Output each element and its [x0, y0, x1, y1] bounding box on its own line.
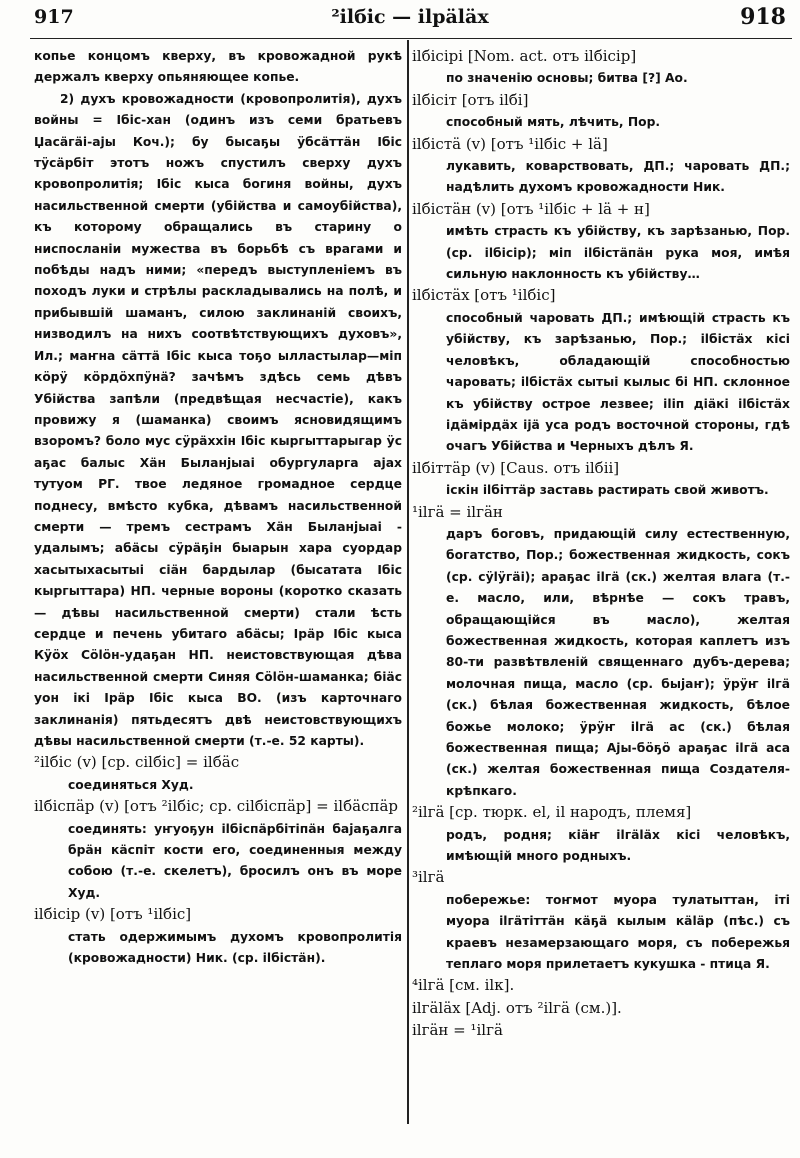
headword-ilga-2: ²ilгä [ср. тюрк. el, il народъ, племя] — [412, 803, 692, 822]
entry-headword — [412, 458, 790, 480]
headword-ilga-1: ¹ilгä = ilгäн — [412, 502, 503, 521]
page-number-left: 917 — [34, 6, 74, 28]
entry-headword — [412, 867, 790, 889]
entry-definition: побережье: тоҥмот муора тулатыттан, ітi муора ilгäтіттäн кäҕä кылым кäläр (пѣс.) съ краевъ незамерзающаго моря, съ побережья теплаго моря прилетаетъ кукушка - птица Я. — [446, 892, 790, 972]
headword-ilgan: ilгäн = ¹ilгä — [412, 1021, 503, 1040]
entry-headword — [412, 46, 790, 68]
header-rule — [30, 38, 792, 39]
entry-headword — [412, 998, 790, 1020]
headword-ilga-3: ³ilгä — [412, 868, 445, 887]
entry-headword — [412, 134, 790, 156]
entry-headword — [412, 285, 790, 307]
entry-definition: способный чаровать ДП.; имѣющій страсть къ убійству, къ зарѣзанью, Пор.; ilбістäх кісі человѣкъ, обладающій способностью чаровать; ilбістäх сытыі кылыс бі НП. склонное къ убійству острое лезвее; ilіп діäкі ilбістäх ідäмірдäх іjä уса родъ восточной стороны, гдѣ очагъ Убійства и Черныхъ дѣлъ Я. — [446, 310, 790, 454]
entry-headword — [412, 802, 790, 824]
entry-headword — [412, 199, 790, 221]
page-header — [34, 4, 786, 34]
entry-headword — [34, 796, 402, 818]
headword-ilga-4: ⁴ilгä [см. ilк]. — [412, 976, 515, 995]
entry-headword — [34, 752, 402, 774]
entry-headword — [412, 502, 790, 524]
headword-ilbisit: ilбісіт [отъ ilбі] — [412, 90, 529, 109]
headword-ilbittar: ilбіттäр (v) [Caus. отъ ilбіі] — [412, 458, 620, 477]
headword-ilgalax: ilгäläх [Adj. отъ ²ilгä (см.)]. — [412, 998, 622, 1017]
entry-headword — [412, 90, 790, 112]
entry-definition: имѣть страсть къ убійству, къ зарѣзанью, Пор. (ср. ilбісір); міп ilбістäпäн рука моя, имѣя сильную наклонность къ убійству… — [446, 224, 790, 282]
entry-definition: стать одержимымъ духомъ кровопролитія (кровожадности) Ник. (ср. ilбістäн). — [68, 929, 402, 966]
entry-headword — [412, 975, 790, 997]
sense-2-text: 2) духъ кровожадности (кровопролитія), духъ войны = Ібіс-хан (одинъ изъ семи братьевъ Џасäгäі-аjы Коч.); бу бысаҕы ӱбсäттäн Ібіс тӱсäрбіт этотъ ножъ спустилъ сверху духъ кровопролитія; Ібіс кыса богиня войны, духъ насильственной смерти (убійства и самоубійства), къ которому обращались въ старину о ниспосланіи мужества въ борьбѣ съ врагами и побѣды надъ ними; «передъ выступленіемъ въ походъ луки и стрѣлы раскладывались на полѣ, и прибывшій шаманъ, силою заклинаній своихъ, низводилъ на нихъ соотвѣтствующихъ духовъ», Ил.; маҥна сäттä Ібіс кыса тоҕо ылластылар—міп кӧрӱ кӧрдӧхпӱнä? зачѣмъ здѣсь семь дѣвъ Убійства запѣли (предвѣщая несчастіе), какъ провижу я (шаманка) своимъ ясновидящимъ взоромъ? боло мус сӱрäххін Ібіс кыргыттарыгар ӱс аҕас балыс Хäн Быланјыаі обургуларга аjах тутуом РГ. твое ледяное громадное сердце поднесу, вмѣсто кубка, дѣвамъ насильственной смерти — тремъ сестрамъ Хäн Быланјыаі - удалымъ; абäсы сӱрäҕін быарын хара суордар хасытыхасытыі сіäн бардылар (бысатата Ібіс кыргыттара) НП. черные вороны (коротко сказать — дѣвы насильственной смерти) стали ѣсть сердце и печень убитаго абäсы; Ірäр Ібіс кыса Кӱӧх Сӧlӧн-удаҕан НП. неистовствующая дѣва насильственной смерти Синяя Сӧlӧн-шаманка; біäс уон ікі Ірäр Ібіс кыса ВО. (изъ карточнаго заклинанія) пятьдесятъ двѣ неистовствующихъ дѣвы насильственной смерти (т.-е. 52 карты). — [34, 91, 402, 748]
column-divider — [407, 40, 409, 1124]
headword-ilbispar: ilбіспäр (v) [отъ ²ilбіс; ср. cilбіспäр] = ilбäспäр — [34, 797, 399, 816]
entry-definition: соединяться Худ. — [68, 777, 194, 792]
page-number-right: 918 — [740, 4, 786, 30]
entry-definition: лукавить, коварствовать, ДП.; чаровать ДП.; надѣлить духомъ кровожадности Ник. — [446, 159, 790, 195]
headword-ilbisiri: ilбісірі [Nom. act. отъ ilбісір] — [412, 47, 637, 65]
headword-ilbis-2: ²ilбіс (v) [ср. cilбіс] = ilбäс — [34, 753, 240, 772]
right-column — [412, 46, 790, 1126]
entry-definition: іскін ilбіттäр заставь растирать свой животъ. — [446, 483, 769, 498]
entry-definition: соединять: уҥуоҕун ilбіспäрбітіпäн бајаҕалга брäн кäспіт кости его, соединенныя между собою (т.-е. скелетъ), бросилъ онъ въ море Худ. — [68, 821, 402, 900]
headword-ilbisir: ilбісір (v) [отъ ¹ilбіс] — [34, 905, 192, 924]
left-column — [34, 46, 402, 1126]
entry-definition: по значенію основы; битва [?] Ao. — [446, 71, 688, 86]
headword-ilbistax: ilбістäх [отъ ¹ilбіс] — [412, 286, 556, 305]
entry-definition: родъ, родня; кіäҥ ilгäläх кісі человѣкъ, имѣющій много родныхъ. — [446, 827, 790, 864]
entry-headword — [412, 1020, 790, 1042]
headword-ilbistan: ilбістäн (v) [отъ ¹ilбіс + lä + н] — [412, 199, 650, 218]
entry-definition: даръ боговъ, придающій силу естественную, богатство, Пор.; божественная жидкость, сокъ (ср. сӱlӱгäі); араҕас ilгä (ск.) желтая влага (т.-е. масло, или, вѣрнѣе — сокъ травъ, обращающійся въ масло), желтая божественная жидкость, которая каплетъ изъ 80-ти развѣтвленій священнаго дубъ-дерева; молочная пища, масло (ср. быјаҥ); ӱрӱҥ ilгä (ск.) бѣлая божественная жидкость, бѣлое божье молоко; ӱрӱҥ ilгä ас (ск.) бѣлая божественная пища; Аjы-бӧҕӧ араҕас ilгä аса (ск.) желтая божественная пища Создателя-крѣпкаго. — [446, 526, 790, 798]
entry-definition: способный мять, лѣчить, Пор. — [446, 115, 661, 130]
entry-headword — [34, 904, 402, 926]
continuation-text: копье концомъ кверху, въ кровожадной рукѣ держалъ кверху опьяняющее копье. — [34, 49, 402, 85]
running-title: ²ilбіс — ilрäläх — [331, 6, 489, 28]
headword-ilbista: ilбістä (v) [отъ ¹ilбіс + lä] — [412, 134, 608, 153]
